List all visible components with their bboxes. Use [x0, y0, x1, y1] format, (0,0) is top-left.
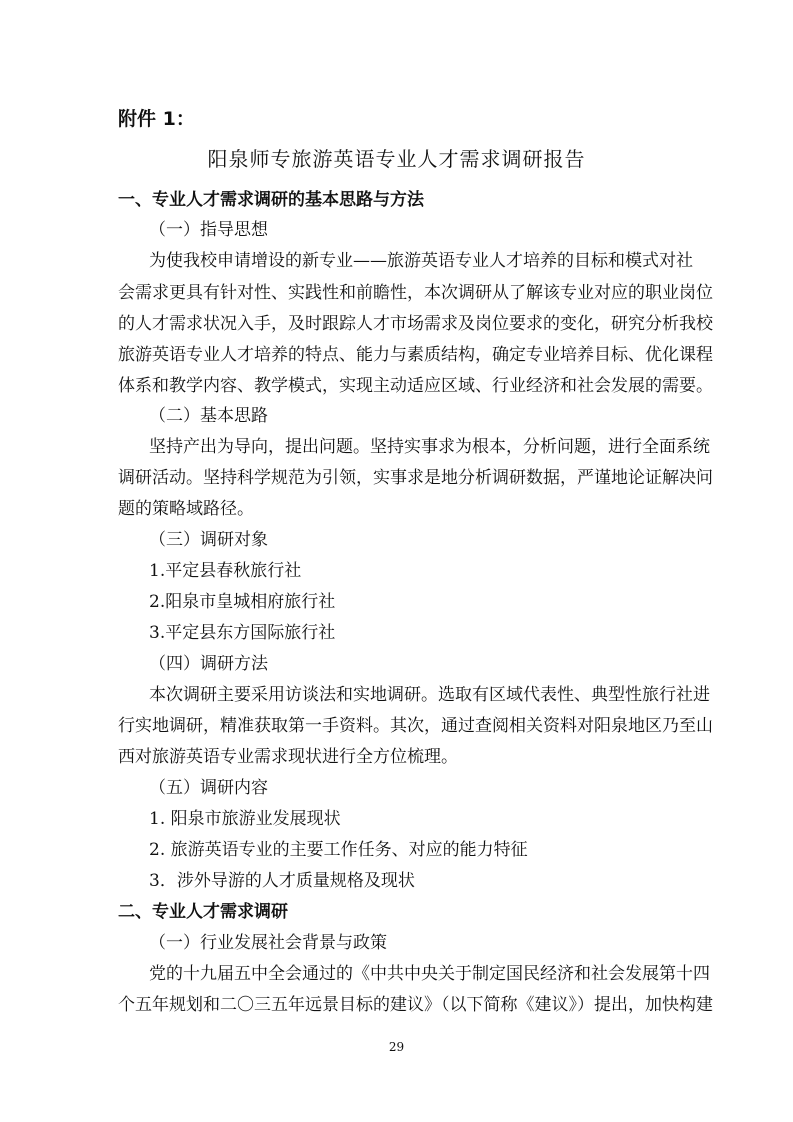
paragraph-line: 个五年规划和二〇三五年远景目标的建议》（以下简称《建议》）提出，加快构建 [118, 995, 713, 1015]
paragraph-line: 题的策略域路径。 [118, 499, 254, 519]
report-title: 阳泉师专旅游英语专业人才需求调研报告 [207, 147, 586, 171]
list-item: 1. 阳泉市旅游业发展现状 [149, 809, 341, 829]
paragraph-line: 体系和教学内容、教学模式，实现主动适应区域、行业经济和社会发展的需要。 [118, 376, 713, 396]
sub5-heading: （五）调研内容 [149, 778, 268, 798]
paragraph-line: 西对旅游英语专业需求现状进行全方位梳理。 [118, 747, 458, 767]
paragraph-line: 的人才需求状况入手，及时跟踪人才市场需求及岗位要求的变化，研究分析我校 [118, 314, 713, 334]
page-number: 29 [388, 1040, 405, 1054]
list-item: 1.平定县春秋旅行社 [149, 561, 302, 581]
paragraph-line: 本次调研主要采用访谈法和实地调研。选取有区域代表性、典型性旅行社进 [149, 685, 710, 705]
list-item: 2.阳泉市皇城相府旅行社 [149, 592, 336, 612]
paragraph-line: 会需求更具有针对性、实践性和前瞻性，本次调研从了解该专业对应的职业岗位 [118, 283, 713, 303]
paragraph-line: 坚持产出为导向，提出问题。坚持实事求为根本，分析问题，进行全面系统 [149, 437, 710, 457]
list-item: 3.平定县东方国际旅行社 [149, 623, 336, 643]
sub1-heading: （一）行业发展社会背景与政策 [149, 933, 387, 953]
paragraph-line: 调研活动。坚持科学规范为引领，实事求是地分析调研数据，严谨地论证解决问 [118, 468, 713, 488]
attachment-label: 附件 1： [118, 108, 195, 130]
list-item: 3．涉外导游的人才质量规格及现状 [149, 871, 415, 891]
paragraph-line: 党的十九届五中全会通过的《中共中央关于制定国民经济和社会发展第十四 [149, 964, 710, 984]
sub2-heading: （二）基本思路 [149, 406, 268, 426]
section1-heading: 一、专业人才需求调研的基本思路与方法 [118, 190, 424, 210]
section2-heading: 二、专业人才需求调研 [118, 902, 288, 922]
paragraph-line: 旅游英语专业人才培养的特点、能力与素质结构，确定专业培养目标、优化课程 [118, 345, 713, 365]
sub4-heading: （四）调研方法 [149, 654, 268, 674]
list-item: 2. 旅游英语专业的主要工作任务、对应的能力特征 [149, 840, 528, 860]
sub3-heading: （三）调研对象 [149, 530, 268, 550]
paragraph-line: 为使我校申请增设的新专业——旅游英语专业人才培养的目标和模式对社 [149, 251, 693, 271]
sub1-heading: （一）指导思想 [149, 220, 268, 240]
paragraph-line: 行实地调研，精准获取第一手资料。其次，通过查阅相关资料对阳泉地区乃至山 [118, 716, 713, 736]
